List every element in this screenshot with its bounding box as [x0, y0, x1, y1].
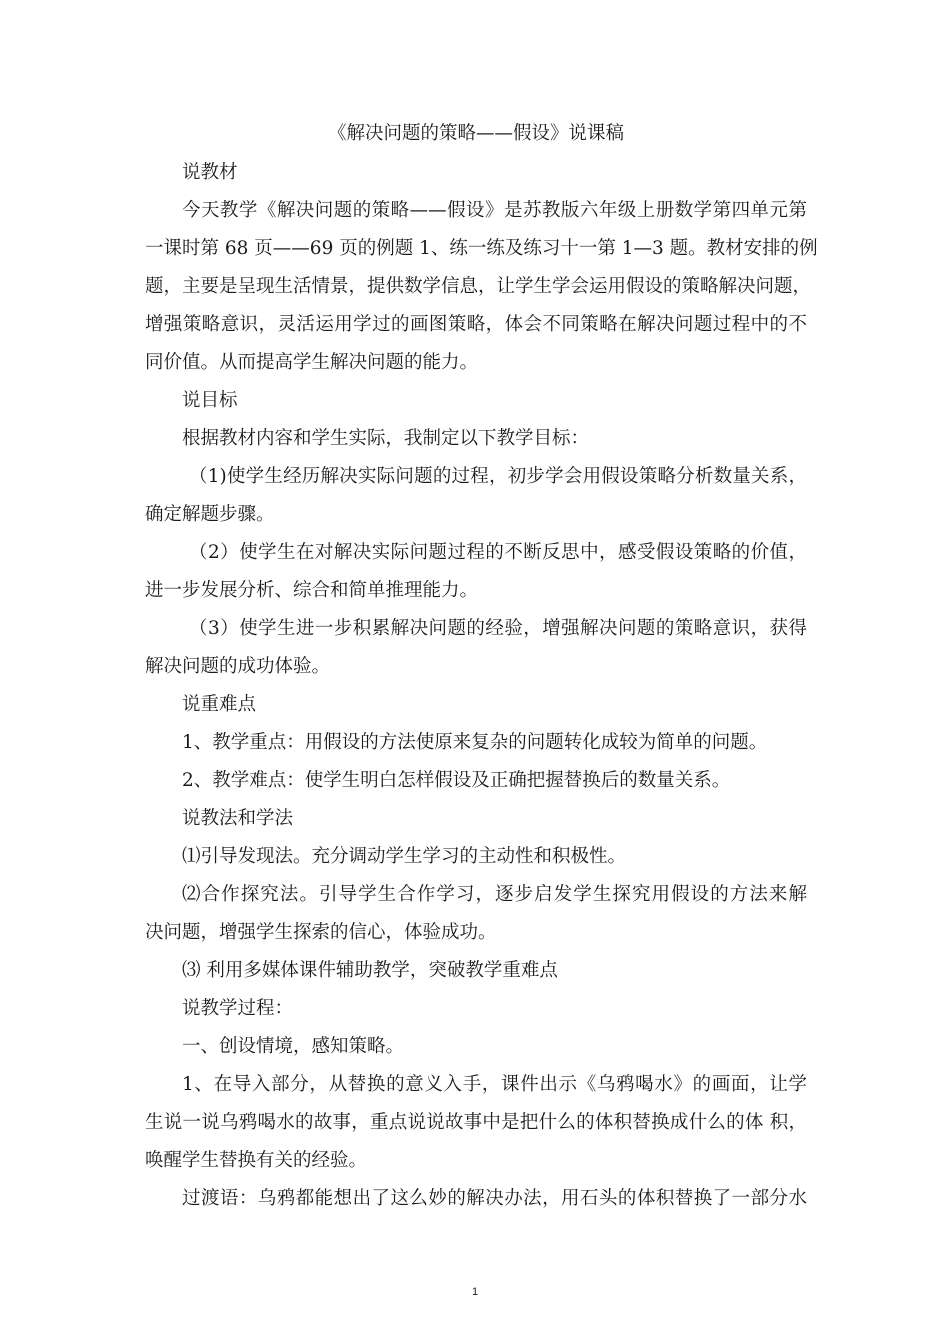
page-number: 1: [471, 1286, 479, 1298]
goal-line: 进一步发展分析、综合和简单推理能力。: [145, 580, 479, 601]
process-step-heading: 一、创设情境，感知策略。: [182, 1036, 405, 1057]
paragraph-line: 增强策略意识，灵活运用学过的画图策略，体会不同策略在解决问题过程中的不: [145, 314, 807, 335]
paragraph-line: 生说一说乌鸦喝水的故事，重点说说故事中是把什么的体积替换成什么的体 积，: [145, 1112, 807, 1133]
section-heading-process: 说教学过程：: [182, 998, 294, 1019]
paragraph-line: 今天教学《解决问题的策略——假设》是苏教版六年级上册数学第四单元第: [182, 200, 807, 221]
paragraph-line: 1、在导入部分，从替换的意义入手，课件出示《乌鸦喝水》的画面，让学: [182, 1074, 807, 1095]
paragraph-line: 根据教材内容和学生实际，我制定以下教学目标：: [182, 428, 590, 449]
body-text: [145, 154, 818, 1218]
difficult-point-line: 2、教学难点：使学生明白怎样假设及正确把握替换后的数量关系。: [182, 770, 731, 791]
goal-line: 解决问题的成功体验。: [145, 656, 331, 677]
paragraph-line: 题，主要是呈现生活情景，提供数学信息，让学生学会运用假设的策略解决问题，: [145, 276, 812, 297]
paragraph-line: 一课时第 68 页——69 页的例题 1、练一练及练习十一第 1—3 题。教材安排的例: [145, 238, 818, 259]
paragraph-line: 同价值。从而提高学生解决问题的能力。: [145, 352, 479, 373]
paragraph-line: 唤醒学生替换有关的经验。: [145, 1150, 368, 1171]
method-line: ⑴引导发现法。充分调动学生学习的主动性和积极性。: [182, 846, 627, 867]
method-line: ⑶ 利用多媒体课件辅助教学，突破教学重难点: [182, 960, 558, 981]
goal-line: 确定解题步骤。: [145, 504, 275, 525]
goal-line: （1)使学生经历解决实际问题的过程，初步学会用假设策略分析数量关系，: [189, 466, 807, 487]
paragraph-line: 过渡语：乌鸦都能想出了这么妙的解决办法，用石头的体积替换了一部分水: [182, 1188, 807, 1209]
section-heading-textbook: 说教材: [182, 162, 238, 183]
goal-line: （2）使学生在对解决实际问题过程的不断反思中，感受假设策略的价值，: [189, 542, 807, 563]
section-heading-goals: 说目标: [182, 390, 238, 411]
goal-line: （3）使学生进一步积累解决问题的经验，增强解决问题的策略意识，获得: [189, 618, 807, 639]
document-title: 《解决问题的策略——假设》说课稿: [327, 123, 624, 144]
method-line: ⑵合作探究法。引导学生合作学习，逐步启发学生探究用假设的方法来解: [182, 884, 807, 905]
section-heading-methods: 说教法和学法: [182, 808, 294, 829]
key-point-line: 1、教学重点：用假设的方法使原来复杂的问题转化成较为简单的问题。: [182, 732, 768, 753]
section-heading-key-points: 说重难点: [182, 694, 257, 715]
method-line: 决问题，增强学生探索的信心，体验成功。: [145, 922, 497, 943]
